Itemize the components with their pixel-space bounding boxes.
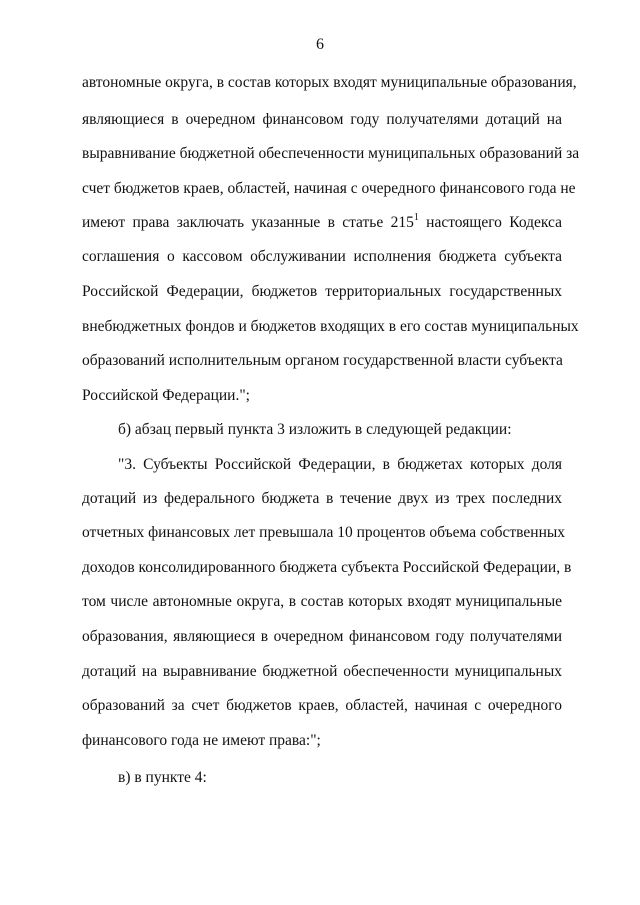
text-line: образования, являющиеся в очередном финансовом году получателями: [82, 628, 562, 645]
text-line: выравнивание бюджетной обеспеченности муниципальных образований за: [82, 145, 580, 162]
text-line: являющиеся в очередном финансовом году получателями дотаций на: [82, 111, 562, 128]
text-line: образований исполнительным органом государственной власти субъекта: [82, 352, 563, 369]
text-line: [82, 213, 562, 233]
text-line: Российской Федерации.";: [82, 387, 250, 404]
text-line: Российской Федерации, бюджетов территориальных государственных: [82, 283, 562, 300]
text-line: счет бюджетов краев, областей, начиная с очередного финансового года не: [82, 180, 576, 197]
text-line: доходов консолидированного бюджета субъекта Российской Федерации, в: [82, 559, 572, 576]
text-line: дотаций на выравнивание бюджетной обеспеченности муниципальных: [82, 663, 562, 680]
paragraph-item-b: б) абзац первый пункта 3 изложить в следующей редакции:: [118, 421, 512, 438]
text-line: соглашения о кассовом обслуживании исполнения бюджета субъекта: [82, 248, 562, 265]
text-line-part: имеют права заключать указанные в статье 215: [82, 214, 414, 231]
text-line: том числе автономные округа, в состав которых входят муниципальные: [82, 593, 562, 610]
superscript: 1: [413, 212, 419, 223]
text-line: образований за счет бюджетов краев, областей, начиная с очередного: [82, 697, 562, 714]
text-line: внебюджетных фондов и бюджетов входящих в его состав муниципальных: [82, 318, 579, 335]
text-line-part: настоящего Кодекса: [418, 214, 562, 231]
text-line: автономные округа, в состав которых входят муниципальные образования,: [82, 74, 577, 91]
page-number: 6: [316, 36, 324, 53]
text-line: финансового года не имеют права:";: [82, 732, 321, 749]
text-line: дотаций из федерального бюджета в течение двух из трех последних: [82, 490, 562, 507]
paragraph-item-v: в) в пункте 4:: [118, 769, 207, 786]
text-line: "3. Субъекты Российской Федерации, в бюджетах которых доля: [118, 456, 562, 473]
text-line: отчетных финансовых лет превышала 10 процентов объема собственных: [82, 524, 566, 541]
